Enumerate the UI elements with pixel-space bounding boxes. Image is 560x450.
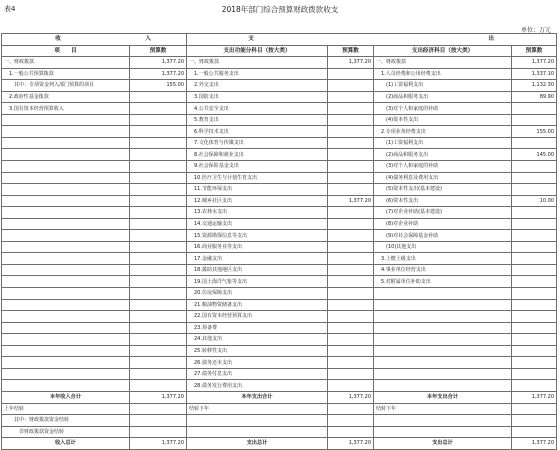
table-cell: [130, 415, 187, 427]
func-item: 2.外交支出: [187, 80, 328, 92]
group-header-char: 出: [488, 36, 495, 43]
table-cell: [130, 426, 187, 438]
income-value: [130, 137, 187, 149]
column-header: 预算数: [130, 45, 187, 57]
group-header-income: [2, 34, 187, 46]
econ-item: 一、财政拨款: [374, 57, 512, 69]
income-item: [2, 114, 130, 126]
income-item: [2, 137, 130, 149]
next-balance-label: 结转下年: [187, 403, 328, 415]
econ-value: [512, 161, 557, 173]
table-row: [2, 161, 557, 173]
income-value: [130, 126, 187, 138]
table-cell: [512, 415, 557, 427]
income-item: [2, 195, 130, 207]
func-value: [328, 91, 374, 103]
econ-value: [512, 137, 557, 149]
econ-item: [374, 334, 512, 346]
income-item: [2, 322, 130, 334]
table-row: [2, 264, 557, 276]
econ-value: [512, 357, 557, 369]
func-value: [328, 368, 374, 380]
econ-item: [374, 299, 512, 311]
econ-value: [512, 380, 557, 392]
table-row: [2, 241, 557, 253]
func-item: 25.转移性支出: [187, 345, 328, 357]
income-total-value: 1,377.20: [130, 391, 187, 403]
carry-sub-row: [2, 415, 557, 427]
table-row: [2, 253, 557, 265]
func-value: [328, 334, 374, 346]
table-row: [2, 345, 557, 357]
column-header: 预算数: [512, 45, 557, 57]
func-value: [328, 276, 374, 288]
income-value: [130, 161, 187, 173]
income-item: [2, 184, 130, 196]
income-value: [130, 114, 187, 126]
econ-value: [512, 253, 557, 265]
econ-item: 3.上缴上级支出: [374, 253, 512, 265]
econ-item: (7)对企业补助(基本建设): [374, 207, 512, 219]
func-item: 4.公共安全支出: [187, 103, 328, 115]
income-value: [130, 345, 187, 357]
income-value: [130, 288, 187, 300]
prev-balance-label: 上年结转: [2, 403, 130, 415]
func-value: [328, 68, 374, 80]
func-value: [328, 311, 374, 323]
func-value: 1,377.20: [328, 195, 374, 207]
func-value: [328, 149, 374, 161]
func-item: 14.交通运输支出: [187, 218, 328, 230]
econ-value: [512, 334, 557, 346]
econ-value: 89.90: [512, 91, 557, 103]
income-item: [2, 368, 130, 380]
table-cell: [328, 415, 374, 427]
func-value: [328, 80, 374, 92]
func-item: 18.援助其他地区支出: [187, 264, 328, 276]
income-item: 3.国有资本经营预算收入: [2, 103, 130, 115]
func-item: 28.债务发行费用支出: [187, 380, 328, 392]
income-value: 1,377.20: [130, 68, 187, 80]
column-header: 支出经济科目（按大类）: [374, 45, 512, 57]
econ-item: [374, 345, 512, 357]
func-value: [328, 114, 374, 126]
econ-total-label: 本年支出合计: [374, 391, 512, 403]
table-row: [2, 276, 557, 288]
func-value: [328, 299, 374, 311]
func-value: [328, 241, 374, 253]
econ-value: 1,337.10: [512, 68, 557, 80]
table-cell: [512, 426, 557, 438]
func-value: [328, 322, 374, 334]
econ-value: [512, 276, 557, 288]
income-value: [130, 264, 187, 276]
income-value: [130, 103, 187, 115]
income-item: [2, 161, 130, 173]
func-item: 10.医疗卫生与计划生育支出: [187, 172, 328, 184]
func-item: 13.农林水支出: [187, 207, 328, 219]
econ-item: (2)商品和服务支出: [374, 149, 512, 161]
table-row: [2, 184, 557, 196]
func-value: [328, 218, 374, 230]
income-value: [130, 253, 187, 265]
econ-value: [512, 322, 557, 334]
econ-item: [374, 368, 512, 380]
econ-item: 4.事业单位经营支出: [374, 264, 512, 276]
income-item: [2, 207, 130, 219]
func-item: 21.粮油物资储备支出: [187, 299, 328, 311]
income-item: [2, 334, 130, 346]
func-item: 27.债务付息支出: [187, 368, 328, 380]
econ-item: [374, 322, 512, 334]
income-grand-value: 1,377.20: [130, 438, 187, 450]
econ-value: [512, 345, 557, 357]
table-row: [2, 57, 557, 69]
table-row: [2, 207, 557, 219]
table-row: [2, 80, 557, 92]
econ-value: 10.00: [512, 195, 557, 207]
econ-item: (10)其他支出: [374, 241, 512, 253]
column-header: 项 目: [2, 45, 130, 57]
func-item: 16.商业服务业等支出: [187, 241, 328, 253]
econ-value: 145.00: [512, 149, 557, 161]
table-row: [2, 334, 557, 346]
econ-value: [512, 368, 557, 380]
func-item: 7.文化体育与传媒支出: [187, 137, 328, 149]
func-total-label: 本年支出合计: [187, 391, 328, 403]
econ-item: [374, 357, 512, 369]
income-item: [2, 276, 130, 288]
table-cell: [328, 403, 374, 415]
income-item: [2, 241, 130, 253]
econ-grand-label: 支出总计: [374, 438, 512, 450]
income-value: [130, 241, 187, 253]
income-item: [2, 380, 130, 392]
econ-item: (8)对企业补助: [374, 218, 512, 230]
table-cell: [187, 426, 328, 438]
table-cell: [374, 426, 512, 438]
table-row: [2, 288, 557, 300]
income-item: [2, 345, 130, 357]
table-row: [2, 357, 557, 369]
table-cell: [328, 426, 374, 438]
group-header-char: 支: [248, 36, 254, 43]
econ-value: [512, 299, 557, 311]
income-item: 其中：专项资金列入部门预算的项目: [2, 80, 130, 92]
func-value: [328, 380, 374, 392]
totals-row: [2, 391, 557, 403]
income-grand-label: 收入总计: [2, 438, 130, 450]
table-cell: [130, 403, 187, 415]
econ-value: [512, 311, 557, 323]
table-row: [2, 368, 557, 380]
func-value: [328, 161, 374, 173]
income-total-label: 本年收入合计: [2, 391, 130, 403]
income-value: [130, 299, 187, 311]
func-value: [328, 103, 374, 115]
table-cell: [187, 415, 328, 427]
column-header: 支出功能分科目（按大类）: [187, 45, 328, 57]
table-number: 表4: [4, 5, 16, 13]
func-value: [328, 137, 374, 149]
income-item: [2, 230, 130, 242]
econ-item: (1)工资福利支出: [374, 137, 512, 149]
func-value: [328, 207, 374, 219]
income-item: [2, 149, 130, 161]
func-value: [328, 230, 374, 242]
income-value: [130, 368, 187, 380]
table-row: [2, 68, 557, 80]
budget-table: [1, 33, 557, 450]
func-grand-label: 支出总计: [187, 438, 328, 450]
group-header-row: [2, 34, 557, 46]
econ-item: [374, 288, 512, 300]
table-row: [2, 299, 557, 311]
econ-value: [512, 207, 557, 219]
income-value: [130, 276, 187, 288]
func-value: [328, 264, 374, 276]
econ-value: [512, 288, 557, 300]
table-row: [2, 149, 557, 161]
func-item: 5.教育支出: [187, 114, 328, 126]
page-title: 2018年部门综合预算财政拨款收支: [221, 5, 339, 14]
carry-row: [2, 403, 557, 415]
func-item: 22.国有资本经营预算支出: [187, 311, 328, 323]
econ-value: [512, 184, 557, 196]
func-item: 24.其他支出: [187, 334, 328, 346]
income-value: [130, 334, 187, 346]
func-item: 20.住房保障支出: [187, 288, 328, 300]
table-row: [2, 230, 557, 242]
group-header-char: 入: [145, 36, 151, 43]
func-value: [328, 172, 374, 184]
table-row: [2, 126, 557, 138]
income-item: 1.一般公共预算拨款: [2, 68, 130, 80]
econ-item: (2)商品和服务支出: [374, 91, 512, 103]
func-item: 15.资源勘探信息等支出: [187, 230, 328, 242]
table-row: [2, 172, 557, 184]
econ-item: (5)资本性支出(基本建设): [374, 184, 512, 196]
income-item: [2, 172, 130, 184]
func-value: [328, 345, 374, 357]
func-value: [328, 184, 374, 196]
income-value: [130, 195, 187, 207]
carry-sub-label: 非财政拨款资金结转: [2, 426, 130, 438]
table-row: [2, 311, 557, 323]
func-grand-value: 1,377.20: [328, 438, 374, 450]
econ-item: 2.专项业务经费支出: [374, 126, 512, 138]
income-item: [2, 299, 130, 311]
econ-item: (3)对个人和家庭的补助: [374, 103, 512, 115]
income-value: [130, 207, 187, 219]
econ-value: [512, 114, 557, 126]
income-item: [2, 311, 130, 323]
table-row: [2, 322, 557, 334]
carry-sub-label: 其中：财政拨款资金结转: [2, 415, 130, 427]
econ-item: (6)资本性支出: [374, 195, 512, 207]
table-row: [2, 195, 557, 207]
income-value: [130, 149, 187, 161]
func-item: 一、财政拨款: [187, 57, 328, 69]
column-header-row: [2, 45, 557, 57]
income-value: [130, 172, 187, 184]
table-row: [2, 114, 557, 126]
econ-value: 1,132.30: [512, 80, 557, 92]
econ-total-value: 1,377.20: [512, 391, 557, 403]
income-item: 一、财政拨款: [2, 57, 130, 69]
grand-total-row: [2, 438, 557, 450]
carry-sub-row: [2, 426, 557, 438]
income-value: [130, 218, 187, 230]
table-row: [2, 91, 557, 103]
group-header-expense: [187, 34, 557, 46]
func-value: [328, 288, 374, 300]
table-body: [2, 34, 557, 392]
econ-value: 1,377.20: [512, 57, 557, 69]
econ-grand-value: 1,377.20: [512, 438, 557, 450]
func-item: 12.城乡社区支出: [187, 195, 328, 207]
column-header: 预算数: [328, 45, 374, 57]
econ-item: (4)债务利息及费用支出: [374, 172, 512, 184]
income-item: [2, 253, 130, 265]
next-balance-label: 结转下年: [374, 403, 512, 415]
income-value: [130, 380, 187, 392]
econ-value: [512, 103, 557, 115]
econ-item: 1.人员经费和公用经费支出: [374, 68, 512, 80]
func-item: 19.国土海洋气象等支出: [187, 276, 328, 288]
econ-item: [374, 380, 512, 392]
income-value: 155.00: [130, 80, 187, 92]
income-item: [2, 126, 130, 138]
func-value: 1,377.20: [328, 57, 374, 69]
func-item: 17.金融支出: [187, 253, 328, 265]
func-item: 8.社会保障和就业支出: [187, 149, 328, 161]
econ-value: [512, 230, 557, 242]
income-value: [130, 91, 187, 103]
econ-item: [374, 311, 512, 323]
income-value: [130, 230, 187, 242]
table-row: [2, 103, 557, 115]
group-header-char: 收: [55, 36, 61, 43]
table-row: [2, 380, 557, 392]
income-value: [130, 322, 187, 334]
func-total-value: 1,377.20: [328, 391, 374, 403]
income-value: [130, 357, 187, 369]
income-item: [2, 288, 130, 300]
income-value: [130, 184, 187, 196]
econ-item: (4)资本性支出: [374, 114, 512, 126]
econ-value: [512, 218, 557, 230]
table-row: [2, 137, 557, 149]
table-row: [2, 218, 557, 230]
func-item: 9.社会保险基金支出: [187, 161, 328, 173]
econ-value: [512, 264, 557, 276]
econ-value: [512, 241, 557, 253]
table-cell: [512, 403, 557, 415]
econ-item: (9)对社会保障基金补助: [374, 230, 512, 242]
income-value: [130, 311, 187, 323]
income-item: [2, 264, 130, 276]
econ-item: (1)工资福利支出: [374, 80, 512, 92]
func-value: [328, 357, 374, 369]
income-value: 1,377.20: [130, 57, 187, 69]
func-item: 6.科学技术支出: [187, 126, 328, 138]
income-item: [2, 357, 130, 369]
func-value: [328, 253, 374, 265]
econ-item: 5.对附属单位补助支出: [374, 276, 512, 288]
func-item: 11.节能环保支出: [187, 184, 328, 196]
econ-value: [512, 172, 557, 184]
func-item: 3.国防支出: [187, 91, 328, 103]
unit-label: 单位：万元: [520, 27, 551, 34]
table-footer: [2, 391, 557, 449]
func-item: 26.债务还本支出: [187, 357, 328, 369]
func-item: 1.一般公共服务支出: [187, 68, 328, 80]
func-value: [328, 126, 374, 138]
func-item: 23.预备费: [187, 322, 328, 334]
income-item: [2, 218, 130, 230]
econ-value: 155.00: [512, 126, 557, 138]
table-cell: [374, 415, 512, 427]
econ-item: (3)对个人和家庭的补助: [374, 161, 512, 173]
income-item: 2.政府性基金拨款: [2, 91, 130, 103]
